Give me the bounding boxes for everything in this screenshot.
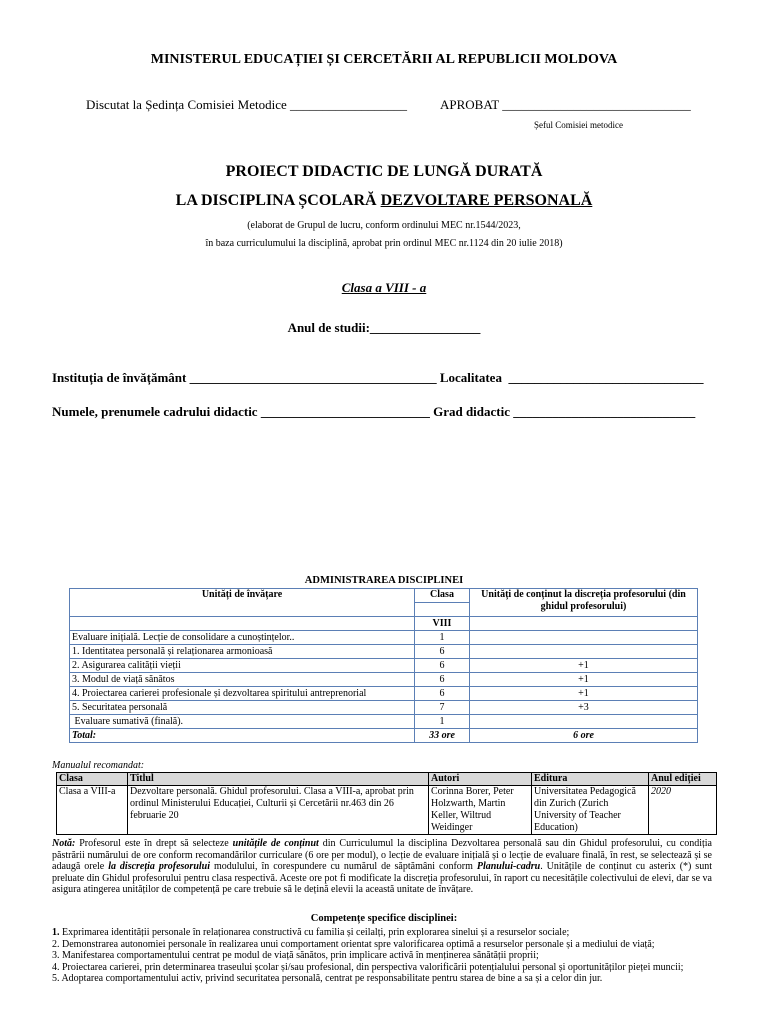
nota-text: . Unitățile de conținut cu asterix (*) sunt preluate din Ghidul profesorului pentru clasa respectivă. Aceste ore pot fi modificate la discreția profesorului, în raport cu necesitățile colectivului de elevi, dar se va asigura atingerea unităților de competență pe care trebuie să le dețină elevii la această unitate de învățare.: [52, 861, 712, 896]
doc-subtitle-1: (elaborat de Grupul de lucru, conform ordinului MEC nr.1544/2023,: [247, 220, 521, 231]
item-text: Exprimarea identității personale în relaționarea constructivă cu familia și ceilalți, prin explorarea sinelui și a resurselor sociale;: [59, 927, 570, 938]
unit-cell: 3. Modul de viață sănătos: [70, 673, 415, 687]
manual-editura: Universitatea Pedagogică din Zurich (Zurich University of Teacher Education): [532, 786, 649, 835]
unit-cell: 1. Identitatea personală și relaționarea armonioasă: [70, 645, 415, 659]
unit-cell: Evaluare inițială. Lecție de consolidare a cunoștințelor..: [70, 631, 415, 645]
list-item: [52, 973, 712, 985]
table-row: [70, 687, 698, 701]
unit-cell: 5. Securitatea personală: [70, 701, 415, 715]
extra-cell: [470, 715, 698, 729]
manual-titlul: Dezvoltare personală. Ghidul profesorului. Clasa a VIII-a, aprobat prin ordinul Ministerului Educației, Culturii și Cercetării nr.463 din 26 februarie 20: [128, 786, 429, 835]
manual-col-titlul: Titlul: [128, 773, 429, 786]
cell-empty: [470, 617, 698, 631]
unit-cell: 2. Asigurarea calității vieții: [70, 659, 415, 673]
manual-autori: Corinna Borer, Peter Holzwarth, Martin Keller, Wiltrud Weidinger: [429, 786, 532, 835]
competente-list: [52, 927, 712, 985]
col-extra: Unități de conținut la discreția profesorului (din ghidul profesorului): [470, 589, 698, 617]
total-label: Total:: [70, 729, 415, 743]
table-row: [70, 645, 698, 659]
manual-clasa: Clasa a VIII-a: [57, 786, 128, 835]
study-year: Anul de studii:_________________: [287, 320, 481, 335]
hours-cell: 1: [415, 631, 470, 645]
hours-cell: 6: [415, 687, 470, 701]
hours-cell: 1: [415, 715, 470, 729]
manual-col-anul: Anul ediției: [649, 773, 717, 786]
discutat-line: Discutat la Ședința Comisiei Metodice __________________: [86, 97, 407, 112]
class-label: Clasa a VIII - a: [341, 280, 427, 295]
ministry-heading: MINISTERUL EDUCAȚIEI ȘI CERCETĂRII AL REPUBLICII MOLDOVA: [150, 52, 618, 67]
institution-line: Instituția de învățământ ______________________________________ Localitatea ______________________________: [52, 370, 704, 385]
nota-bold: la discreția profesorului: [108, 861, 210, 873]
manual-table: [56, 772, 717, 835]
nota-text: modulului, în corespundere cu numărul de săptămâni conform: [210, 861, 477, 873]
table-row: [70, 659, 698, 673]
col-clasa: Clasa: [415, 589, 470, 603]
doc-subtitle-2: în baza curriculumului la disciplină, aprobat prin ordinul MEC nr.1124 din 20 iulie 2018): [205, 238, 563, 249]
total-extra: 6 ore: [470, 729, 698, 743]
item-number: 1.: [52, 927, 60, 938]
doc-title-line1: PROIECT DIDACTIC DE LUNGĂ DURATĂ: [225, 163, 543, 180]
manual-col-autori: Autori: [429, 773, 532, 786]
nota-label: Notă:: [52, 838, 76, 849]
cell-empty: [70, 617, 415, 631]
hours-cell: 7: [415, 701, 470, 715]
unit-cell: 4. Proiectarea carierei profesionale și dezvoltarea spiritului antreprenorial: [70, 687, 415, 701]
table-row: [70, 701, 698, 715]
manual-label: Manualul recomandat:: [52, 760, 145, 771]
nota-bold: unitățile de conținut: [232, 838, 319, 849]
table-row: [70, 673, 698, 687]
extra-cell: +1: [470, 673, 698, 687]
title-prefix: LA DISCIPLINA ȘCOLARĂ: [175, 192, 381, 209]
list-item: [52, 939, 712, 951]
extra-cell: +1: [470, 687, 698, 701]
manual-anul: 2020: [649, 786, 717, 835]
hours-cell: 6: [415, 645, 470, 659]
admin-table: [69, 588, 698, 743]
total-hours: 33 ore: [415, 729, 470, 743]
table-row: [70, 715, 698, 729]
table-row: [57, 786, 717, 835]
admin-title: ADMINISTRAREA DISCIPLINEI: [304, 575, 464, 586]
total-row: [70, 729, 698, 743]
item-text: 5. Adoptarea comportamentului activ, privind securitatea personală, centrat pe responsabilitate pentru starea de bine a sa și a celor din jur.: [52, 973, 603, 985]
manual-col-clasa: Clasa: [57, 773, 128, 786]
col-units: Unități de învățare: [70, 589, 415, 617]
cell-empty: [415, 603, 470, 617]
item-text: 3. Manifestarea comportamentului centrat pe modul de viață sănătos, prin implicare activă în menținerea sănătății proprii;: [52, 950, 539, 962]
list-item: [52, 927, 712, 939]
nota-bold: Planului-cadru: [476, 861, 541, 873]
extra-cell: [470, 631, 698, 645]
manual-col-editura: Editura: [532, 773, 649, 786]
competente-title: Competențe specifice disciplinei:: [310, 913, 458, 924]
item-text: 4. Proiectarea carierei, prin determinarea traseului școlar și/sau profesional, din perspectiva valorificării potențialului personal și oportunităților pieței muncii;: [52, 961, 684, 973]
sef-caption: Șeful Comisiei metodice: [534, 120, 623, 130]
hours-cell: 6: [415, 659, 470, 673]
table-row: [70, 631, 698, 645]
unit-cell: Evaluare sumativă (finală).: [70, 715, 415, 729]
extra-cell: +3: [470, 701, 698, 715]
nota-text: Profesorul este în drept să selecteze: [75, 838, 233, 849]
list-item: [52, 950, 712, 962]
title-subject: DEZVOLTARE PERSONALĂ: [380, 192, 593, 209]
extra-cell: [470, 645, 698, 659]
nota-paragraph: [52, 838, 712, 896]
extra-cell: +1: [470, 659, 698, 673]
hours-cell: 6: [415, 673, 470, 687]
doc-title-line2: [0, 192, 768, 210]
grade-cell: VIII: [415, 617, 470, 631]
aprobat-line: APROBAT _____________________________: [440, 97, 691, 112]
nota-text: din Curriculumul la disciplina Dezvoltarea personală sau din Ghidul profesorului, cu condiția păstrării numărului de ore conform recomandărilor curriculare (6 ore per modul), o lecție de evaluare inițială și o lecție de evaluare finală, în rest, se selectează și se adaugă orele: [52, 838, 712, 873]
item-text: 2. Demonstrarea autonomiei personale în realizarea unui comportament orientat spre valorificarea optimă a resurselor personale și a mediului de viață;: [52, 938, 655, 950]
teacher-line: Numele, prenumele cadrului didactic __________________________ Grad didactic ____________________________: [52, 404, 696, 419]
list-item: [52, 962, 712, 974]
